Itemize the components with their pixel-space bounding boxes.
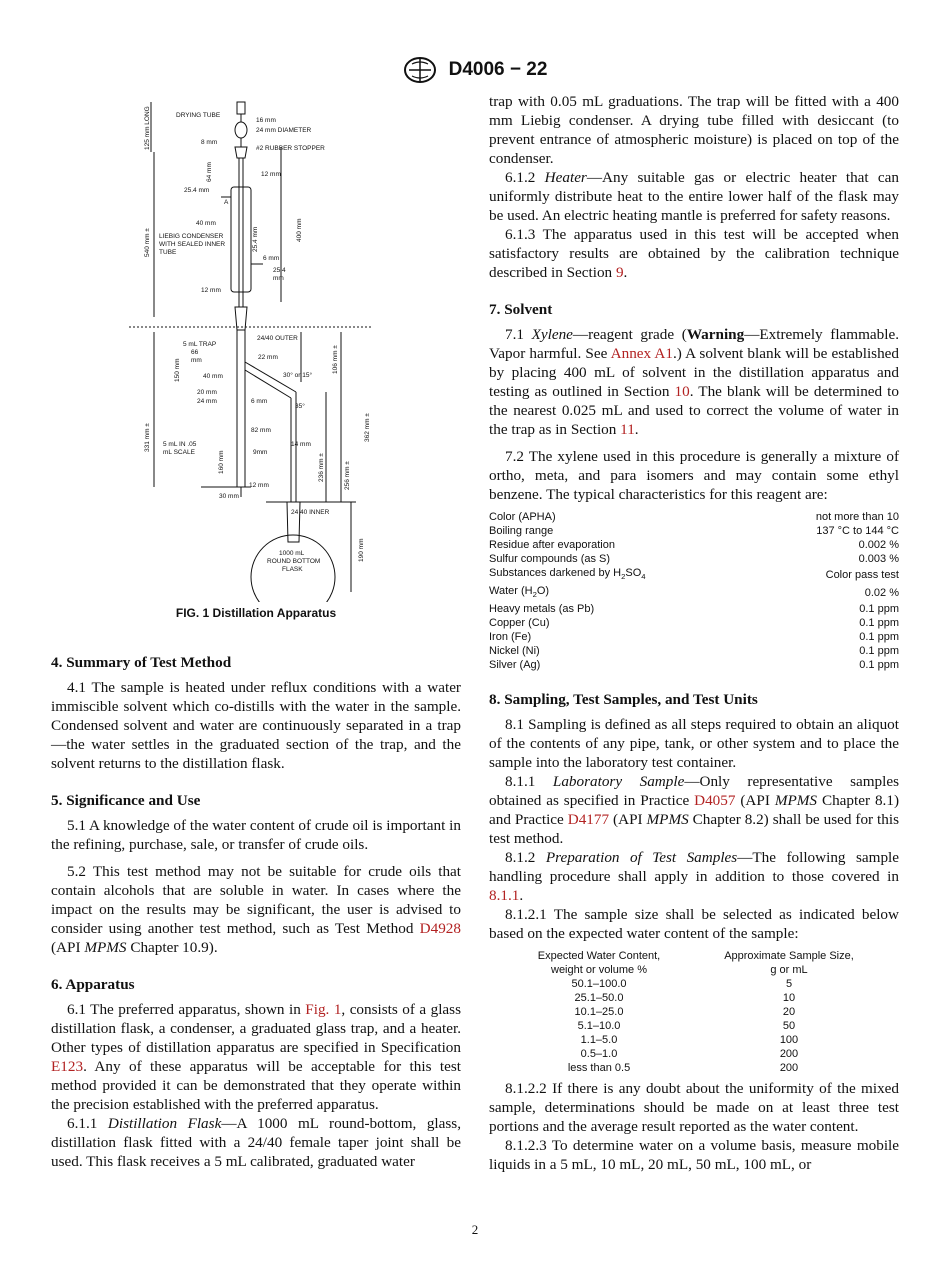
- link-8-1-1[interactable]: 8.1.1: [489, 887, 520, 905]
- prop-value: 0.1 ppm: [859, 659, 899, 672]
- cell-size: 200: [779, 1048, 799, 1061]
- cell-size: 200: [779, 1062, 799, 1075]
- cell-size: 5: [785, 978, 793, 991]
- table-row: [489, 658, 899, 672]
- para-5-1: 5.1 A knowledge of the water content of crude oil is important in the refining, purchase, sale, or transfer of crude oils.: [51, 817, 461, 853]
- prop-name: Color (APHA): [489, 511, 556, 523]
- table-row: [489, 566, 899, 584]
- col-header-size: [694, 949, 884, 977]
- para-8-1-1-d: Chapter 8.1) and Practice: [489, 792, 899, 829]
- para-7-1-f: .: [634, 421, 639, 438]
- fig-label-106mm: 106 mm ±: [332, 345, 339, 374]
- fig-label-mm-2: mm: [191, 357, 202, 364]
- para-7-1-d: .) A solvent blank will be established by placing 400 mL of solvent in the distillation apparatus and testing as outlined in Section: [489, 345, 900, 400]
- prop-name: Boiling range: [489, 525, 554, 537]
- fig-label-35deg: 35°: [295, 403, 305, 410]
- fig-label-24mm: 24 mm: [197, 398, 217, 405]
- fig-label-64mm: 64 mm: [206, 162, 213, 182]
- cell-content: 25.1–50.0: [574, 992, 624, 1005]
- para-8-1-1-title: Laboratory Sample: [552, 773, 685, 791]
- prop-name: Heavy metals (as Pb): [489, 603, 595, 616]
- para-6-1-1-title: Distillation Flask: [107, 1115, 222, 1132]
- cell-size: 10: [782, 992, 796, 1005]
- cell-content: 10.1–25.0: [574, 1006, 624, 1019]
- fig-label-6mm-b: 6 mm: [251, 398, 268, 405]
- col-header-content: [504, 949, 694, 977]
- fig-label-8mm: 8 mm: [201, 139, 218, 146]
- fig-label-66: 66: [191, 349, 199, 356]
- para-7-1-xylene: Xylene: [531, 326, 573, 343]
- link-annex-a1[interactable]: Annex A1: [610, 345, 673, 362]
- page-header: [0, 56, 950, 84]
- table-row: [489, 552, 899, 566]
- para-7-1-num: 7.1: [505, 326, 532, 343]
- fig-label-12mm-c: 12 mm: [249, 482, 269, 489]
- table-header-row: [504, 949, 884, 977]
- link-e123[interactable]: E123: [51, 1058, 84, 1075]
- prop-sub-1: 2: [532, 590, 537, 600]
- left-column: [51, 92, 461, 1171]
- para-6-1-2-text: —Any suitable gas or electric heater that can uniformly distribute heat to the entire lower half of the flask may be used. An electric heating mantle is preferred for safety reasons.: [489, 169, 899, 224]
- para-5-2-api: (API: [51, 939, 85, 956]
- fig-label-12mm-a: 12 mm: [261, 171, 281, 178]
- para-6-1-1-num: 6.1.1: [67, 1115, 108, 1132]
- section-7-title: 7. Solvent: [489, 301, 553, 318]
- cell-content: 50.1–100.0: [571, 978, 627, 991]
- fig-label-flask-1: 1000 mL: [279, 550, 305, 557]
- table-row: [504, 991, 884, 1005]
- fig-label-25-4: 25.4: [273, 267, 286, 274]
- prop-name: Copper (Cu): [489, 617, 550, 630]
- fig-label-angle: 30° or 15°: [283, 372, 313, 379]
- para-7-1-c: —Extremely flammable. Vapor harmful. See: [489, 326, 899, 362]
- fig-label-scale-1: 5 mL IN .05: [163, 441, 197, 448]
- para-6-1-3-text: 6.1.3 The apparatus used in this test will be accepted when satisfactory results are obtained by the calibration technique described in Section: [489, 226, 899, 281]
- para-8-1-1-mpms: MPMS: [774, 792, 818, 810]
- cell-content: 0.5–1.0: [580, 1048, 618, 1061]
- prop-value: 0.002 %: [858, 539, 899, 551]
- fig-label-scale-2: mL SCALE: [163, 449, 195, 456]
- para-6-1-1-continued: trap with 0.05 mL graduations. The trap will be fitted with a 400 mm Liebig condenser. A drying tube filled with desiccant (to prevent entrance of atmospheric moisture) is placed on top of the condenser.: [489, 93, 899, 167]
- prop-sub-1: 2: [621, 572, 626, 582]
- para-6-1-2-num: 6.1.2: [505, 169, 545, 186]
- table-row: [489, 584, 899, 602]
- right-column: [489, 92, 899, 1174]
- table-row: [489, 616, 899, 630]
- col-header-size-a: Approximate Sample Size,: [724, 950, 854, 963]
- para-6-1-end: . Any of these apparatus will be acceptable for this test method provided it can be demonstrated that they operate within the precision established with the preferred apparatus.: [51, 1058, 461, 1113]
- cell-content: less than 0.5: [567, 1062, 631, 1075]
- table-row: [504, 1033, 884, 1047]
- section-4-title: 4. Summary of Test Method: [51, 654, 232, 671]
- table-row: [489, 524, 899, 538]
- fig-label-stopper: #2 RUBBER STOPPER: [256, 145, 325, 152]
- table-row: [504, 1061, 884, 1075]
- para-8-1-1-b: —Only representative samples obtained as specified in Practice: [489, 773, 899, 810]
- prop-value: 0.1 ppm: [859, 617, 899, 630]
- fig-label-40mm-b: 40 mm: [203, 373, 223, 380]
- sample-size-table: [504, 949, 884, 1075]
- para-7-2: 7.2 The xylene used in this procedure is generally a mixture of ortho, meta, and para isomers and may contain some ethyl benzene. The typical characteristics for this reagent are:: [489, 448, 899, 503]
- para-5-2-end: Chapter 10.9).: [126, 939, 218, 956]
- fig-label-25-4mm-v: 25.4 mm: [252, 226, 259, 252]
- para-5-2-mpms: MPMS: [84, 939, 127, 956]
- figure-caption: FIG. 1 Distillation Apparatus: [175, 606, 337, 620]
- para-7-1-e: . The blank will be determined to the nearest 0.025 mL and used to correct the volume of water in the trap as in Section: [489, 383, 899, 438]
- para-8-1-1-num: 8.1.1: [505, 773, 553, 791]
- fig-label-drying-tube: DRYING TUBE: [176, 112, 221, 119]
- prop-value: 0.1 ppm: [859, 631, 899, 644]
- link-d4057[interactable]: D4057: [694, 792, 736, 810]
- para-8-1-2-title: Preparation of Test Samples: [545, 849, 738, 867]
- fig-label-inner: 24 40 INNER: [291, 509, 330, 516]
- fig-label-190mm: 190 mm: [358, 538, 365, 562]
- fig-label-liebig-1: LIEBIG CONDENSER: [159, 233, 224, 240]
- fig-label-20mm: 20 mm: [197, 389, 217, 396]
- fig-label-125mm: 125 mm LONG: [144, 106, 151, 150]
- para-5-2-text: 5.2 This test method may not be suitable for crude oils that contain alcohols that are soluble in water. In cases where the impact on the results may be significant, the user is advised to consider using another test method, such as Test Method: [51, 863, 461, 937]
- link-fig-1[interactable]: Fig. 1: [305, 1001, 342, 1018]
- fig-label-flask-3: FLASK: [282, 566, 303, 573]
- table-row: [489, 510, 899, 524]
- para-8-1-2-3: 8.1.2.3 To determine water on a volume basis, measure mobile liquids in a 5 mL, 10 mL, 20 mL, 50 mL, 100 mL, or: [489, 1137, 899, 1174]
- fig-label-256mm: 256 mm ±: [344, 461, 351, 490]
- fig-label-6mm-a: 6 mm: [263, 255, 280, 262]
- prop-value: 0.1 ppm: [859, 645, 899, 658]
- para-8-1-1: [489, 772, 899, 848]
- fig-label-mm: mm: [273, 275, 284, 282]
- table-row: [489, 644, 899, 658]
- para-6-1-1-text: —A 1000 mL round-bottom, glass, distillation flask fitted with a 24/40 female taper joint shall be used. This flask receives a 5 mL calibrated, graduated water: [51, 1115, 461, 1170]
- table-row: [489, 602, 899, 616]
- cell-content: 5.1–10.0: [577, 1020, 621, 1033]
- fig-label-82mm: 82 mm: [251, 427, 271, 434]
- link-section-11[interactable]: 11: [620, 421, 635, 438]
- col-header-content-b: weight or volume %: [551, 964, 647, 977]
- prop-value: not more than 10: [815, 511, 899, 523]
- para-7-1-b: —reagent grade (: [572, 326, 687, 343]
- table-row: [504, 1005, 884, 1019]
- link-section-10[interactable]: 10: [674, 383, 690, 400]
- prop-value: 0.003 %: [858, 553, 899, 565]
- para-6-1-2: [489, 168, 899, 225]
- prop-value: 0.02 %: [864, 587, 899, 600]
- table-row: [504, 977, 884, 991]
- link-d4177[interactable]: D4177: [567, 811, 610, 829]
- para-7-1-warning: Warning: [686, 326, 745, 343]
- prop-name: Residue after evaporation: [489, 539, 615, 551]
- fig-label-362mm: 362 mm ±: [364, 413, 371, 442]
- fig-label-400mm: 400 mm: [296, 218, 303, 242]
- section-6-title: 6. Apparatus: [51, 976, 135, 993]
- prop-value: Color pass test: [825, 569, 899, 582]
- fig-label-liebig-3: TUBE: [159, 249, 177, 256]
- para-8-1-2-b: —The following sample handling procedure shall apply in addition to those covered in: [489, 849, 899, 886]
- astm-logo-icon: [403, 56, 437, 84]
- prop-name-b: O): [536, 585, 550, 598]
- table-row: [504, 1047, 884, 1061]
- fig-label-22mm: 22 mm: [258, 354, 278, 361]
- para-8-1-1-c: (API: [735, 792, 775, 810]
- table-row: [489, 538, 899, 552]
- para-6-1: [51, 1000, 461, 1114]
- fig-label-trap: 5 mL TRAP: [183, 341, 217, 348]
- para-4-1: 4.1 The sample is heated under reflux conditions with a water immiscible solvent which co-distills with the water in the sample. Condensed solvent and water are continuously separated in a trap—the water settles in the graduated section of the trap, and the solvent returns to the distillation flask.: [51, 679, 461, 772]
- fig-label-331mm: 331 mm ±: [144, 423, 151, 452]
- para-5-2: [51, 862, 461, 957]
- link-d4928[interactable]: D4928: [419, 920, 461, 937]
- para-8-1-2-2: 8.1.2.2 If there is any doubt about the uniformity of the mixed sample, determinations should be made on at least three test portions and the average result reported as the water content.: [489, 1080, 899, 1136]
- prop-value: 0.1 ppm: [859, 603, 899, 616]
- prop-name-a: Substances darkened by H: [489, 567, 622, 579]
- prop-name: [489, 566, 757, 584]
- fig-label-236mm: 236 mm ±: [318, 453, 325, 482]
- para-6-1-3-end: .: [623, 264, 628, 281]
- document-code: D4006 − 22: [448, 59, 548, 80]
- fig-label-12mm-b: 12 mm: [201, 287, 221, 294]
- prop-name: [489, 584, 757, 602]
- fig-label-540mm: 540 mm ±: [144, 228, 151, 257]
- fig-label-16mm: 16 mm: [256, 117, 276, 124]
- table-row: [504, 1019, 884, 1033]
- cell-content: 1.1–5.0: [580, 1034, 618, 1047]
- prop-value: 137 °C to 144 °C: [816, 525, 899, 537]
- fig-label-160mm: 160 mm: [218, 450, 225, 474]
- fig-label-liebig-2: WITH SEALED INNER: [159, 241, 226, 248]
- para-8-1-1-e: (API: [609, 811, 647, 829]
- para-6-1-3: [489, 225, 899, 282]
- link-section-9[interactable]: 9: [615, 264, 624, 281]
- fig-label-40mm: 40 mm: [196, 220, 216, 227]
- para-6-1-start: 6.1 The preferred apparatus, shown in: [67, 1001, 306, 1018]
- cell-size: 50: [782, 1020, 796, 1033]
- prop-name: Silver (Ag): [489, 659, 541, 672]
- section-5-title: 5. Significance and Use: [51, 792, 201, 809]
- para-7-1: [489, 325, 899, 439]
- prop-name-a: Water (H: [489, 585, 533, 598]
- fig-label-flask-2: ROUND BOTTOM: [267, 558, 321, 565]
- fig-label-25-4mm: 25.4 mm: [184, 187, 210, 194]
- para-8-1: 8.1 Sampling is defined as all steps required to obtain an aliquot of the contents of any pipe, tank, or other system and to place the sample into the laboratory test container.: [489, 716, 899, 772]
- cell-size: 100: [779, 1034, 799, 1047]
- page-number: 2: [471, 1222, 479, 1237]
- prop-name: Sulfur compounds (as S): [489, 553, 611, 565]
- para-6-1-mid: , consists of a glass distillation flask, a condenser, a graduated glass trap, and a heater. Other types of distillation apparatus are specified in Specification: [51, 1001, 461, 1056]
- distillation-apparatus-figure: [51, 92, 461, 602]
- section-8-title: 8. Sampling, Test Samples, and Test Units: [489, 691, 758, 709]
- apparatus-diagram: [51, 92, 461, 602]
- fig-label-a: A: [224, 199, 229, 206]
- fig-label-14mm: 14 mm: [291, 441, 311, 448]
- para-8-1-2-num: 8.1.2: [505, 849, 546, 867]
- para-8-1-2: [489, 848, 899, 905]
- prop-name-b: SO: [625, 567, 642, 579]
- cell-size: 20: [782, 1006, 796, 1019]
- para-8-1-2-1: 8.1.2.1 The sample size shall be selected as indicated below based on the expected water content of the sample:: [489, 906, 899, 943]
- para-6-1-2-title: Heater: [544, 169, 587, 186]
- para-8-1-2-c: .: [519, 887, 524, 905]
- para-8-1-1-f: Chapter 8.2) shall be used for this test method.: [489, 811, 899, 848]
- xylene-properties-table: [489, 510, 899, 672]
- fig-label-24mm-diameter: 24 mm DIAMETER: [256, 127, 312, 134]
- prop-name: Iron (Fe): [489, 631, 532, 644]
- col-header-content-a: Expected Water Content,: [537, 950, 661, 963]
- para-8-1-1-mpms-2: MPMS: [646, 811, 689, 829]
- fig-label-9mm: 9mm: [253, 449, 268, 456]
- fig-label-outer: 24/40 OUTER: [257, 335, 298, 342]
- para-6-1-1: [51, 1114, 461, 1171]
- col-header-size-b: g or mL: [770, 964, 808, 977]
- prop-name: Nickel (Ni): [489, 645, 540, 658]
- fig-label-150mm: 150 mm: [174, 358, 181, 382]
- fig-label-30mm: 30 mm: [219, 493, 239, 500]
- prop-sub-2: 4: [641, 572, 646, 582]
- table-row: [489, 630, 899, 644]
